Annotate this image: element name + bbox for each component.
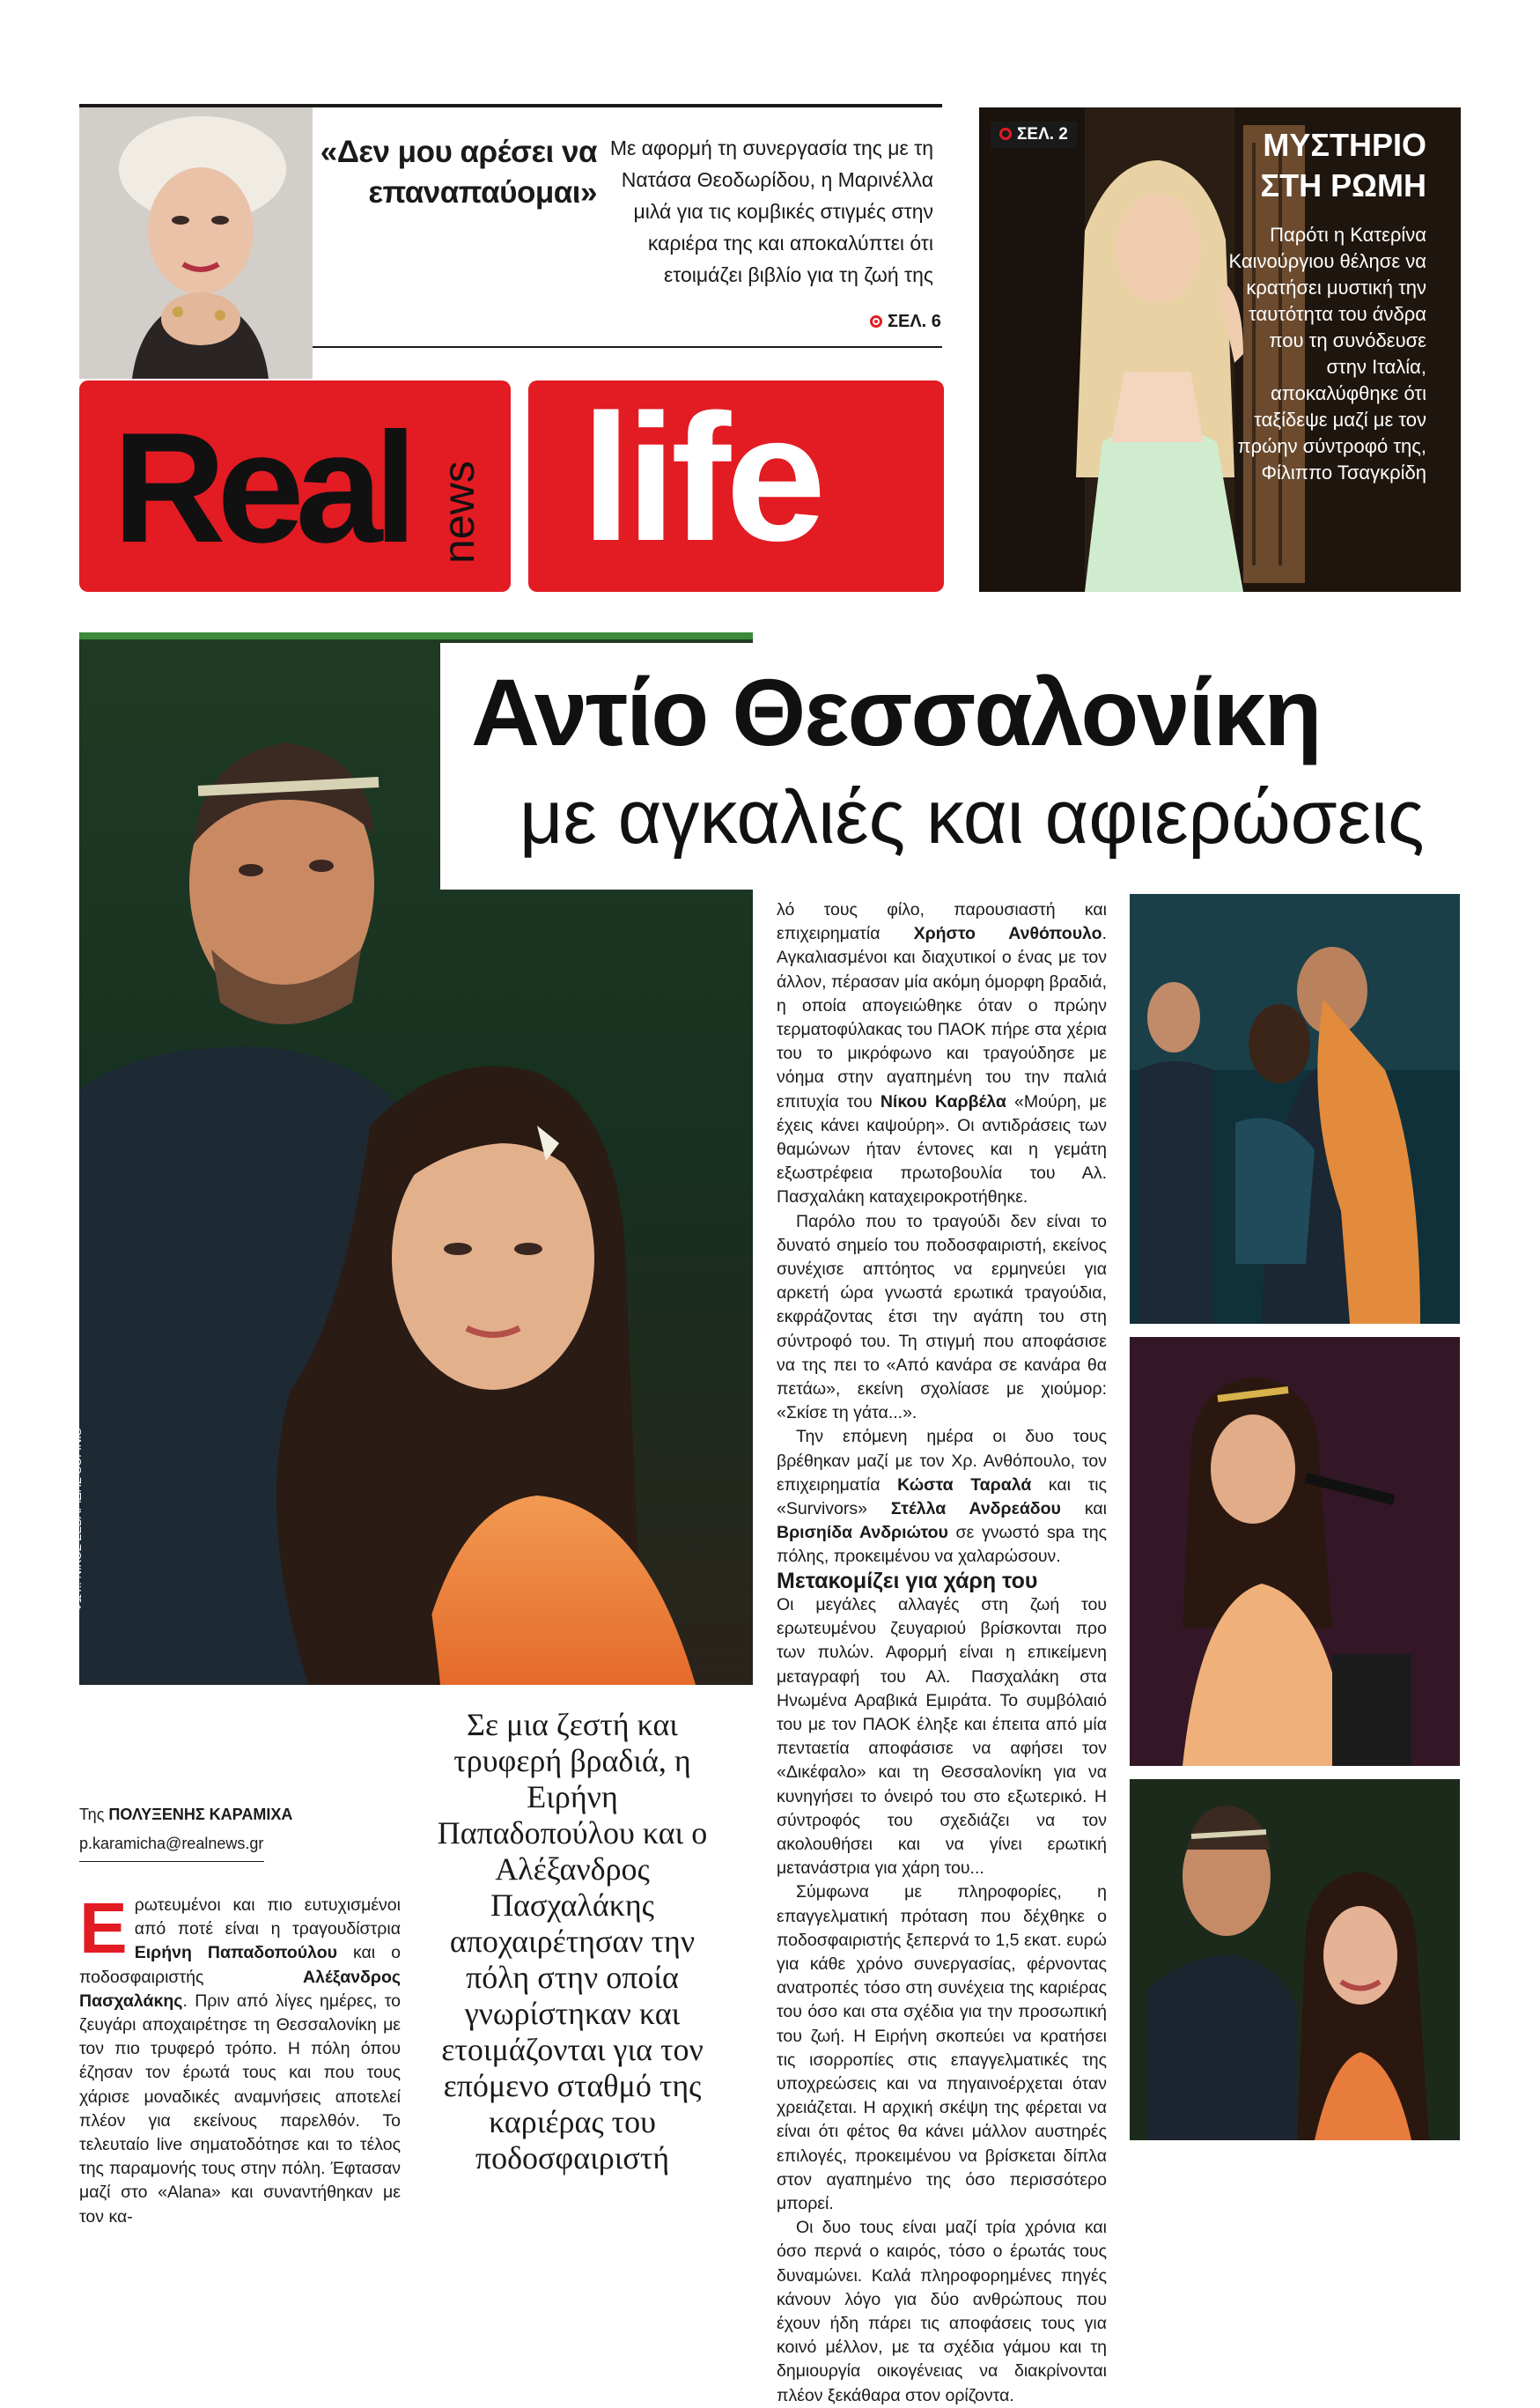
article-column-1 <box>79 1888 401 2229</box>
article-subhead: Μετακομίζει για χάρη του <box>777 1568 1038 1593</box>
mystery-title: ΜΥΣΤΗΡΙΟ ΣΤΗ ΡΩΜΗ <box>1260 127 1426 203</box>
photo-couple-laughing <box>1130 1779 1460 2140</box>
article-paragraph: Την επόμενη ημέρα οι δυο τους βρέθηκαν μαζί με τον Χρ. Ανθόπουλο, τον επιχειρηματία Κώστα Ταραλά και τις «Survivors» Στέλλα Ανδρεάδου και Βρισηίδα Ανδριώτου σε γνωστό spa της πόλης, προκειμένου να χαλαρώσουν. <box>777 1427 1108 1567</box>
article-paragraph: λό τους φίλο, παρουσιαστή και επιχειρηματία Χρήστο Ανθόπουλο. Αγκαλιασμένοι και διαχυτικοί ο ένας με τον άλλον, πέρασαν μία ακόμη όμορφη βραδιά, η οποία απογειώθηκε όταν ο πρώην τερματοφύλακας του ΠΑΟΚ πήρε στα χέρια του το μικρόφωνο και τραγούδησε με νόημα στην αγαπημένη του την παλιά επιτυχία του Νίκου Καρβέλα «Μούρη, με έχεις κάνει καψούρη». Οι αντιδράσεις των θαμώνων ήταν έντονες και η γεμάτη εξωστρέφεια πρωτοβουλία του Αλ. Πασχαλάκη καταχειροκροτήθηκε. <box>777 900 1107 1208</box>
article-paragraph: Ερωτευμένοι και πιο ευτυχισμένοι από ποτέ είναι η τραγουδίστρια Ειρήνη Παπαδοπούλου και ο ποδοσφαιριστής Αλέξανδρος Πασχαλάκης. Πριν από λίγες ημέρες, το ζευγάρι αποχαιρέτησε τη Θεσσαλονίκη με τον πιο τρυφερό τρόπο. Η πόλη όπου έζησαν τον έρωτά τους και που τους χάρισε μοναδικές αναμνήσεις αποτελεί πλέον για εκείνους παρελθόν. Το τελευταίο live σηματοδότησε και το τέλος της παραμονής τους στην πόλη. Έφτασαν μαζί στο «Alana» και συναντήθηκαν με τον κα- <box>79 1888 401 2227</box>
byline-author: ΠΟΛΥΞΕΝΗΣ ΚΑΡΑΜΙΧΑ <box>108 1806 293 1823</box>
teaser-bottom-rule <box>313 346 942 348</box>
headline-sub: με αγκαλιές και αφιερώσεις <box>519 775 1425 860</box>
mystery-text: Παρότι η Κατερίνα Καινούργιου θέλησε να κρατήσει μυστική την ταυτότητα του άνδρα που τη συνόδευσε στην Ιταλία, αποκαλύφθηκε ότι ταξίδεψε μαζί με τον πρώην σύντροφό της, Φίλιππο Τσαγκρίδη <box>1228 224 1426 484</box>
drop-cap: Ε <box>79 1888 128 1969</box>
teaser-page-ref[interactable]: ΣΕΛ. 6 <box>870 312 941 332</box>
marinella-photo <box>79 107 313 379</box>
photo-credit: ΦΩΤ.: ΝΙΚΟΣ ΣΕΒΑΡΙΔΗΣ SOFINIS <box>70 1428 84 1612</box>
teaser-text: Με αφορμή τη συνεργασία της με τη Νατάσα Θεοδωρίδου, η Μαρινέλλα μιλά για τις κομβικές στιγμές στην καριέρα της και αποκαλύπτει ότι ετοιμάζει βιβλίο για τη ζωή της <box>609 137 933 286</box>
byline-rule <box>79 1861 264 1862</box>
byline: Της ΠΟΛΥΞΕΝΗΣ ΚΑΡΑΜΙΧΑ <box>79 1806 293 1823</box>
article-paragraph: Οι δυο τους είναι μαζί τρία χρόνια και όσο περνά ο καιρός, τόσο ο έρωτάς τους δυναμώνει. Καλά πληροφορημένες πηγές κάνουν λόγο για δύο ανθρώπους που έχουν ήδη πάρει τις αποφάσεις τους για κοινό μέλλον, με τα σχέδια γάμου και τη δημιουργία οικογένειας να διακρίνονται πλέον ξεκάθαρα στον ορίζοντα. <box>777 2218 1107 2405</box>
article-paragraph: Σύμφωνα με πληροφορίες, η επαγγελματική πρόταση που δέχθηκε ο ποδοσφαιριστής ξεπερνά το 1,5 εκατ. ευρώ για κάθε χρόνο συνεργασίας, φέρνοντας ανατροπές τόσο στη συνέχεια της καριέρας του όσο και στα σχέδια για την προσωπική του ζωή. Η Ειρήνη σκοπεύει να κρατήσει τις ισορροπίες στις επαγγελματικές της υποχρεώσεις και να πηγαινοέρχεται όταν χρειάζεται. Η αρχική σκέψη της φέρεται να είναι ότι φέτος θα κάνει μάλλον αυστηρές επιλογές, προκειμένου να βρίσκεται δίπλα στον αγαπημένο της όσο περισσότερο μπορεί. <box>777 1882 1107 2213</box>
logo-real: Real <box>113 400 409 575</box>
article-paragraph: Οι μεγάλες αλλαγές στη ζωή του ερωτευμένου ζευγαριού βρίσκονται προ των πυλών. Αφορμή είναι η επικείμενη μεταγραφή του Αλ. Πασχαλάκη στα Ηνωμένα Αραβικά Εμιράτα. Το συμβόλαιό του με τον ΠΑΟΚ έληξε και έπειτα από μία πενταετία αποφάσισε να αφήσει τον «Δικέφαλο» και τη Θεσσαλονίκη για να κυνηγήσει το όνειρό του στο εξωτερικό. Η σύντροφός του σχεδιάζει να τον ακολουθήσει και να γίνει ερωτική μετανάστρια για χάρη του... <box>777 1594 1107 1879</box>
byline-email[interactable]: p.karamicha@realnews.gr <box>79 1835 264 1852</box>
article-paragraph: Παρόλο που το τραγούδι δεν είναι το δυνατό σημείο του ποδοσφαιριστή, εκείνος συνέχισε απτόητος να ερμηνεύει για αρκετή ώρα γνωστά ερωτικά τραγούδια, εκφράζοντας έτσι την αγάπη του στη σύντροφό του. Τη στιγμή που αποφάσισε να της πει το «Από κανάρα σε κανάρα θα πετάω», εκείνη σχολίασε με χιούμορ: «Σκίσε τη γάτα...». <box>777 1211 1107 1423</box>
photo-singer-microphone <box>1130 1337 1460 1766</box>
logo-life: life <box>581 377 822 579</box>
article-column-2 <box>777 898 1107 2408</box>
article-deck: Σε μια ζεστή και τρυφερή βραδιά, η Ειρήνη Παπαδοπούλου και ο Αλέξανδρος Πασχαλάκης αποχαιρέτησαν την πόλη στην οποία γνωρίστηκαν και ετοιμάζονται για τον επόμενο σταθμό της καριέρας του ποδοσφαιριστή <box>437 1707 708 2175</box>
photo-singing-together <box>1130 894 1460 1324</box>
teaser-quote: «Δεν μου αρέσει να επαναπαύομαι» <box>320 135 597 210</box>
logo-news: news <box>434 461 483 564</box>
headline-main: Αντίο Θεσσαλονίκη <box>471 659 1321 765</box>
page-ref-icon <box>999 128 1012 140</box>
mystery-page-ref[interactable]: ΣΕΛ. 2 <box>991 122 1077 148</box>
page-ref-icon <box>870 315 882 328</box>
